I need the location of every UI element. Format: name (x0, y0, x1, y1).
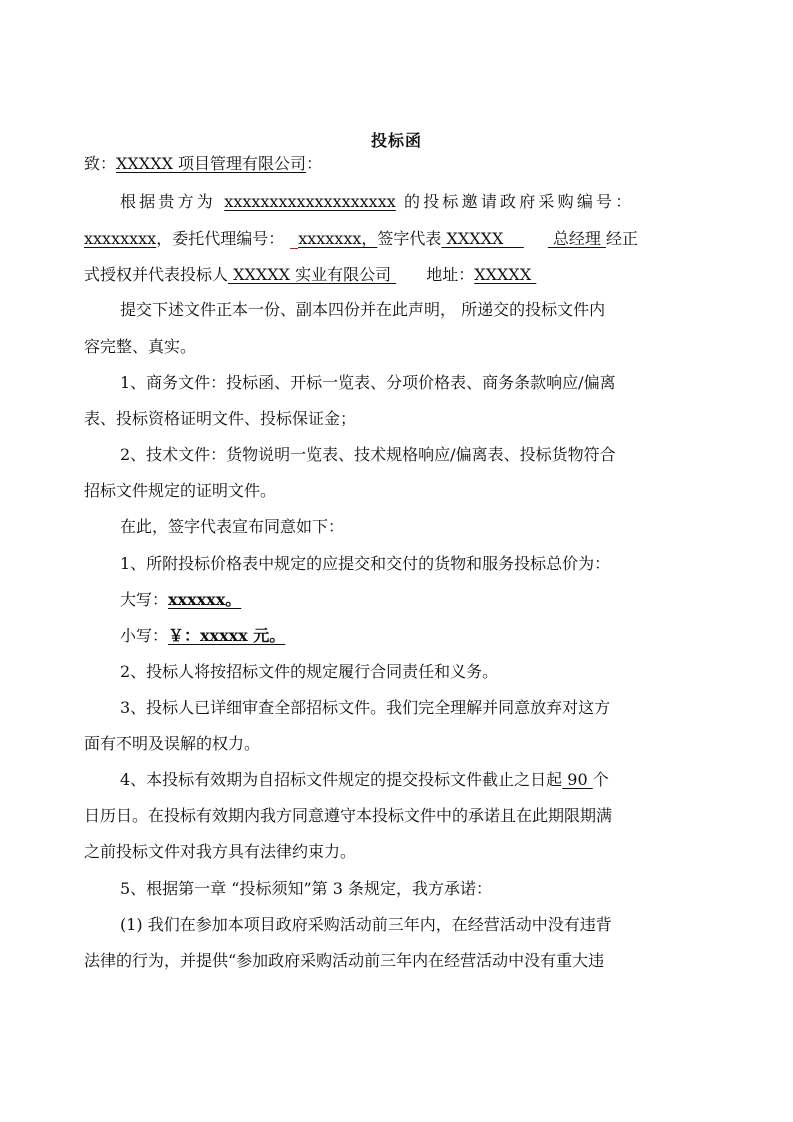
para1-text-b: 的投标邀请政府采购编号： (395, 192, 635, 211)
decl4-line2: 日历日。在投标有效期内我方同意遵守本投标文件中的承诺且在此期限期满 (84, 806, 613, 825)
validity-days-field: 90 (562, 770, 593, 789)
para1-text-e: 经正 (605, 229, 638, 248)
recipient-name: XXXXX 项目管理有限公司 (116, 154, 307, 173)
purchase-number-field: xxxxxxxx (84, 229, 157, 248)
business-docs-line1: 1、商务文件：投标函、开标一览表、分项价格表、商务条款响应/偏离 (120, 373, 616, 392)
decl4-line1 (120, 768, 750, 792)
decl4-line3: 之前投标文件对我方具有法律约束力。 (84, 842, 357, 861)
para1-line1 (120, 190, 750, 214)
document-title: 投标函 (370, 131, 422, 150)
price-lower-value: ￥：xxxxx 元。 (168, 626, 286, 645)
price-capital-value: xxxxxx。 (168, 590, 242, 609)
salutation-suffix: ： (306, 154, 323, 173)
decl2-text: 2、投标人将按招标文件的规定履行合同责任和义务。 (120, 662, 499, 681)
technical-docs-line1: 2、技术文件：货物说明一览表、技术规格响应/偏离表、投标货物符合 (120, 445, 616, 464)
bidder-name-field: XXXXX 实业有限公司 (228, 265, 397, 284)
para1-text-f: 式授权并代表投标人 (84, 265, 229, 284)
para1-text-a: 根据贵方为 (120, 192, 225, 211)
para1-text-d: 签字代表 (377, 229, 442, 248)
technical-docs-line2: 招标文件规定的证明文件。 (84, 481, 277, 500)
business-docs-line2: 表、投标资格证明文件、投标保证金； (84, 409, 357, 428)
commitment1-line1: (1) 我们在参加本项目政府采购活动前三年内，在经营活动中没有违背 (120, 915, 612, 934)
address-label: 地址： (426, 265, 475, 284)
para2-line2: 容完整、真实。 (84, 337, 197, 356)
price-lower (120, 624, 750, 648)
decl3-line1: 3、投标人已详细审查全部招标文件。我们完全理解并同意放弃对这方 (120, 698, 611, 717)
para2-line1: 提交下述文件正本一份、副本四份并在此声明， 所递交的投标文件内 (120, 300, 606, 319)
price-capital (120, 588, 750, 612)
commitment1-line2: 法律的行为，并提供“参加政府采购活动前三年内在经营活动中没有重大违 (84, 951, 605, 970)
project-name-field: xxxxxxxxxxxxxxxxxxx (224, 192, 396, 211)
signer-title-field: 总经理 (547, 229, 606, 248)
salutation (84, 152, 714, 176)
decl3-line2: 面有不明及误解的权力。 (84, 734, 261, 753)
decl1-text: 1、所附投标价格表中规定的应提交和交付的货物和服务投标总价为： (120, 554, 611, 573)
decl4-text-b: 个 (592, 770, 609, 789)
decl4-text-a: 4、本投标有效期为自招标文件规定的提交投标文件截止之日起 (120, 770, 563, 789)
price-lower-label: 小写： (120, 626, 169, 645)
salutation-prefix: 致： (84, 154, 117, 173)
para1-line3 (84, 263, 714, 287)
para1-line2 (84, 227, 714, 251)
para1-text-c: ，委托代理编号： (156, 229, 285, 248)
declaration-intro: 在此，签字代表宣布同意如下： (120, 517, 345, 536)
address-field: XXXXX (474, 265, 537, 284)
price-capital-label: 大写： (120, 590, 169, 609)
agent-number-field: xxxxxxx， (298, 229, 378, 248)
revision-mark (290, 248, 298, 249)
signer-name-field: XXXXX (441, 229, 524, 248)
decl5-text: 5、根据第一章 “投标须知”第 3 条规定，我方承诺： (120, 879, 492, 898)
